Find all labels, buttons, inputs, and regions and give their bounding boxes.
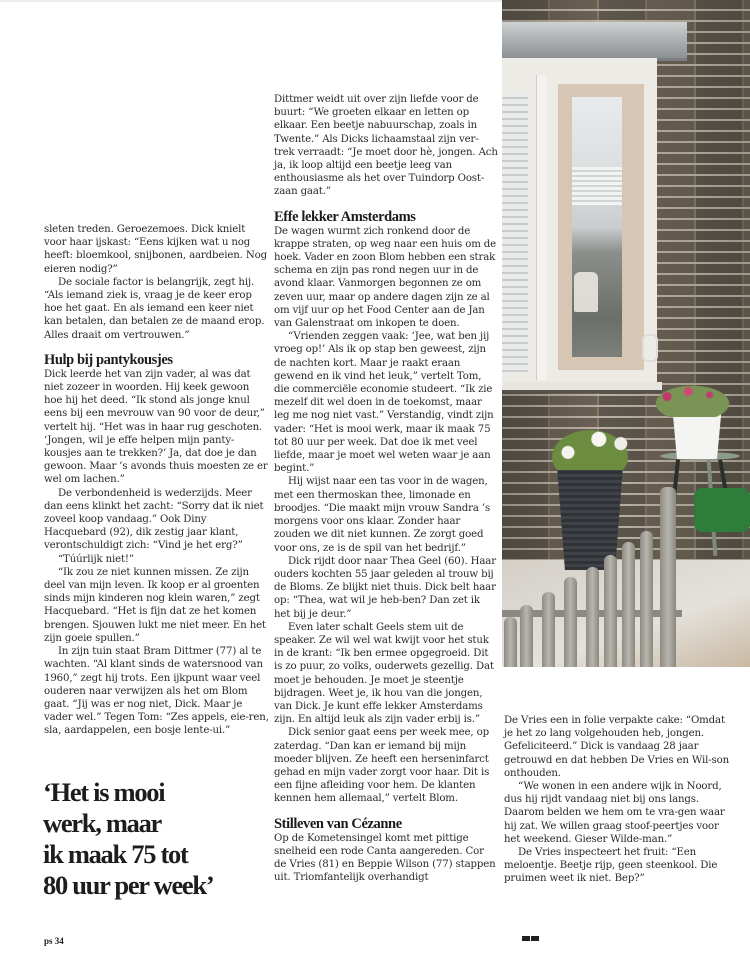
fence-picket bbox=[640, 531, 653, 667]
window-pane bbox=[572, 97, 622, 357]
pull-quote bbox=[43, 777, 273, 901]
pink-flowers bbox=[650, 383, 735, 417]
article-photo bbox=[502, 0, 750, 667]
window-jamb bbox=[536, 75, 547, 380]
article-column-2 bbox=[274, 93, 499, 884]
paragraph: De sociale factor is belangrijk, zegt hij. “Als iemand ziek is, vraag je de keer erop hoe het gaat. En als iemand een keer niet kan betalen, dan betalen ze de maand erop. Alles draait om vertrouwen.” bbox=[44, 276, 265, 341]
fence-picket bbox=[564, 577, 577, 667]
article-column-3 bbox=[504, 714, 730, 886]
white-flowers bbox=[546, 426, 634, 470]
pull-quote-line: 80 uur per week’ bbox=[43, 870, 214, 900]
fence-picket bbox=[586, 567, 599, 667]
paragraph: Dick senior gaat eens per week mee, op zaterdag. “Dan kan er iemand bij mijn moeder blijven. Ze heeft een herseninfarct gehad en mijn vader zorgt voor haar. Dit is een fijne afleiding voor hem. De klanten kennen hem allemaal,” vertelt Blom. bbox=[274, 727, 490, 805]
fence-post bbox=[660, 487, 676, 667]
paragraph: “Túúrlijk niet!” bbox=[58, 553, 134, 565]
window-sill bbox=[502, 382, 662, 393]
subhead-hulp-bij-pantykousjes: Hulp bij pantykousjes bbox=[44, 351, 173, 368]
fence-picket bbox=[504, 617, 517, 667]
fence-picket bbox=[604, 555, 617, 667]
column-3-paragraphs bbox=[504, 714, 730, 886]
top-edge-strip bbox=[0, 0, 502, 2]
fence-picket bbox=[520, 605, 533, 667]
end-mark bbox=[522, 936, 539, 941]
paragraph: Dick leerde het van zijn vader, al was dat niet zozeer in woorden. Hij keek gewoon hoe hij het deed. “Ik stond als jonge knul eens bij een mevrouw van 90 voor de deur,” vertelt hij. “Het was in haar rug geschoten. ‘Jongen, wil je effe helpen mijn panty-kousjes aan te trekken?’ Ja, dat doe je dan gewoon. Maar ’s avonds thuis moesten ze er wel om lachen.” bbox=[44, 368, 268, 486]
window-blind bbox=[502, 92, 528, 372]
column-1-paragraphs-after bbox=[44, 368, 269, 738]
watering-can bbox=[694, 488, 750, 532]
paragraph: De wagen wurmt zich ronkend door de krappe straten, op weg naar een huis om de hoek. Vader en zoon Blom hebben een strak schema en zijn pas rond negen uur in de avond klaar. Vanmorgen begonnen ze om zeven uur, maar op andere dagen zijn ze al om vijf uur op het Food Center aan de Jan van Galenstraat om inkopen te doen. bbox=[274, 225, 497, 330]
paragraph: Op de Kometensingel komt met pittige snelheid een rode Canta aangereden. Cor de Vries (81) en Beppie Wilson (77) stappen uit. Triomfantelijk overhandigt bbox=[274, 832, 496, 884]
window-hinge bbox=[642, 334, 658, 362]
paragraph: Even later schalt Geels stem uit de speaker. Ze wil wel wat kwijt voor het stuk in de krant: “Ik ben ermee opgegroeid. Dit is zo puur, zo volks, ouderwets gezellig. Dat moet je behouden. Je moet je steentje bijdragen. Weet je, ik hou van die jongen, van Dick. Je kunt effe lekker Amsterdams zijn. En altijd leuk als zijn vader erbij is.” bbox=[274, 621, 494, 726]
paragraph: Hij wijst naar een tas voor in de wagen, met een thermoskan thee, limonade en broodjes. “Die maakt mijn vrouw Sandra ’s morgens voor ons klaar. Zonder haar zouden we dit niet kunnen. Ze zorgt goed voor ons, ze is de spil van het bedrijf.” bbox=[274, 476, 491, 554]
picket-fence bbox=[502, 490, 682, 667]
subhead-stilleven-van-cezanne: Stilleven van Cézanne bbox=[274, 815, 402, 832]
paragraph: In zijn tuin staat Bram Dittmer (77) al te wachten. “Al klant sinds de watersnood van 1960,” zegt hij trots. Een ijkpunt waar veel ouderen naar verwijzen als het om Blom gaat. “Jij was er nog niet, Dick. Maar je vader wel.” Tegen Tom: “Zes appels, eie-ren, sla, aardappelen, een bosje lente-ui.” bbox=[44, 646, 269, 737]
paragraph: De Vries inspecteert het fruit: “Een meloentje. Beetje rijp, geen steenkool. Die pruimen weet ik niet. Bep?” bbox=[504, 847, 718, 885]
pull-quote-line: ‘Het is mooi bbox=[43, 777, 165, 807]
column-2-paragraphs-after-2 bbox=[274, 832, 499, 885]
paragraph: “We wonen in een andere wijk in Noord, dus hij rijdt vandaag niet bij ons langs. Daarom belden we hem om te vra-gen waar hij zat. We willen graag stoof-peertjes voor het weekend. Gieser Wilde-man.” bbox=[504, 781, 725, 845]
paragraph: sleten treden. Geroezemoes. Dick knielt voor haar ijskast: “Eens kijken wat u nog heeft: bloemkool, snijbonen, aardbeien. Nog eieren nodig?” bbox=[44, 224, 267, 275]
lantern bbox=[574, 272, 598, 312]
article-column-1 bbox=[44, 223, 269, 738]
column-1-paragraphs bbox=[44, 223, 269, 342]
paragraph: De Vries een in folie verpakte cake: “Omdat je het zo lang volgehouden heb, jongen. Gefeliciteerd.” Dick is vandaag 28 jaar getrouwd en dat hebben De Vries en Wil-son onthouden. bbox=[504, 715, 730, 779]
paragraph: Dittmer weidt uit over zijn liefde voor de buurt: “We groeten elkaar en letten op elkaar. Een beetje nabuurschap, zoals in Twente.” Als Dicks lichaamstaal zijn ver-trek verraadt: “Je moet door hè, jongen. Ach ja, ik loop altijd een beetje leeg van enthousiasme als het over Tuindorp Oost-zaan gaat.” bbox=[274, 94, 498, 198]
paragraph: Dick rijdt door naar Thea Geel (60). Haar ouders kochten 55 jaar geleden al trouw bij de Bloms. Ze blijkt niet thuis. Dick belt haar op: “Thea, wat wil je heb-ben? Dan zet ik het bij je deur.” bbox=[274, 555, 496, 620]
column-2-paragraphs bbox=[274, 93, 499, 199]
pull-quote-line: werk, maar bbox=[43, 808, 161, 838]
pull-quote-line: ik maak 75 tot bbox=[43, 839, 188, 869]
paragraph: “Vrienden zeggen vaak: ‘Jee, wat ben jij vroeg op!’ Als ik op stap ben geweest, zijn de nachten kort. Maar je raakt eraan gewend en ik vind het leuk,” vertelt Tom, die commerciële economie studeert. “Ik zie mezelf dit wel doen in de toekomst, maar leg me nog niet vast.” Verstandig, vindt zijn vader: “Het is mooi werk, maar ik maak 75 tot 80 uur per week. Dat doe ik met veel liefde, maar je moet wel weten waar je aan begint.” bbox=[274, 331, 494, 475]
fence-picket bbox=[542, 592, 555, 667]
column-2-paragraphs-after bbox=[274, 225, 499, 806]
subhead-effe-lekker-amsterdams: Effe lekker Amsterdams bbox=[274, 208, 416, 225]
fence-picket bbox=[622, 542, 635, 667]
paragraph: “Ik zou ze niet kunnen missen. Ze zijn deel van mijn leven. Ik koop er al groenten sinds mijn kinderen nog klein waren,” zegt Hacquebard. “Het is fijn dat ze het komen brengen. Sjouwen lukt me niet meer. En het zijn goeie spullen.” bbox=[44, 566, 266, 644]
window-canopy bbox=[502, 22, 687, 61]
page-folio: ps 34 bbox=[44, 936, 64, 946]
paragraph: De verbondenheid is wederzijds. Meer dan eens klinkt het zacht: “Sorry dat ik niet zoveel koop vandaag.” Ook Diny Hacquebard (92), dik zestig jaar klant, verontschuldigt zich: “Vind je het erg?” bbox=[44, 487, 264, 552]
